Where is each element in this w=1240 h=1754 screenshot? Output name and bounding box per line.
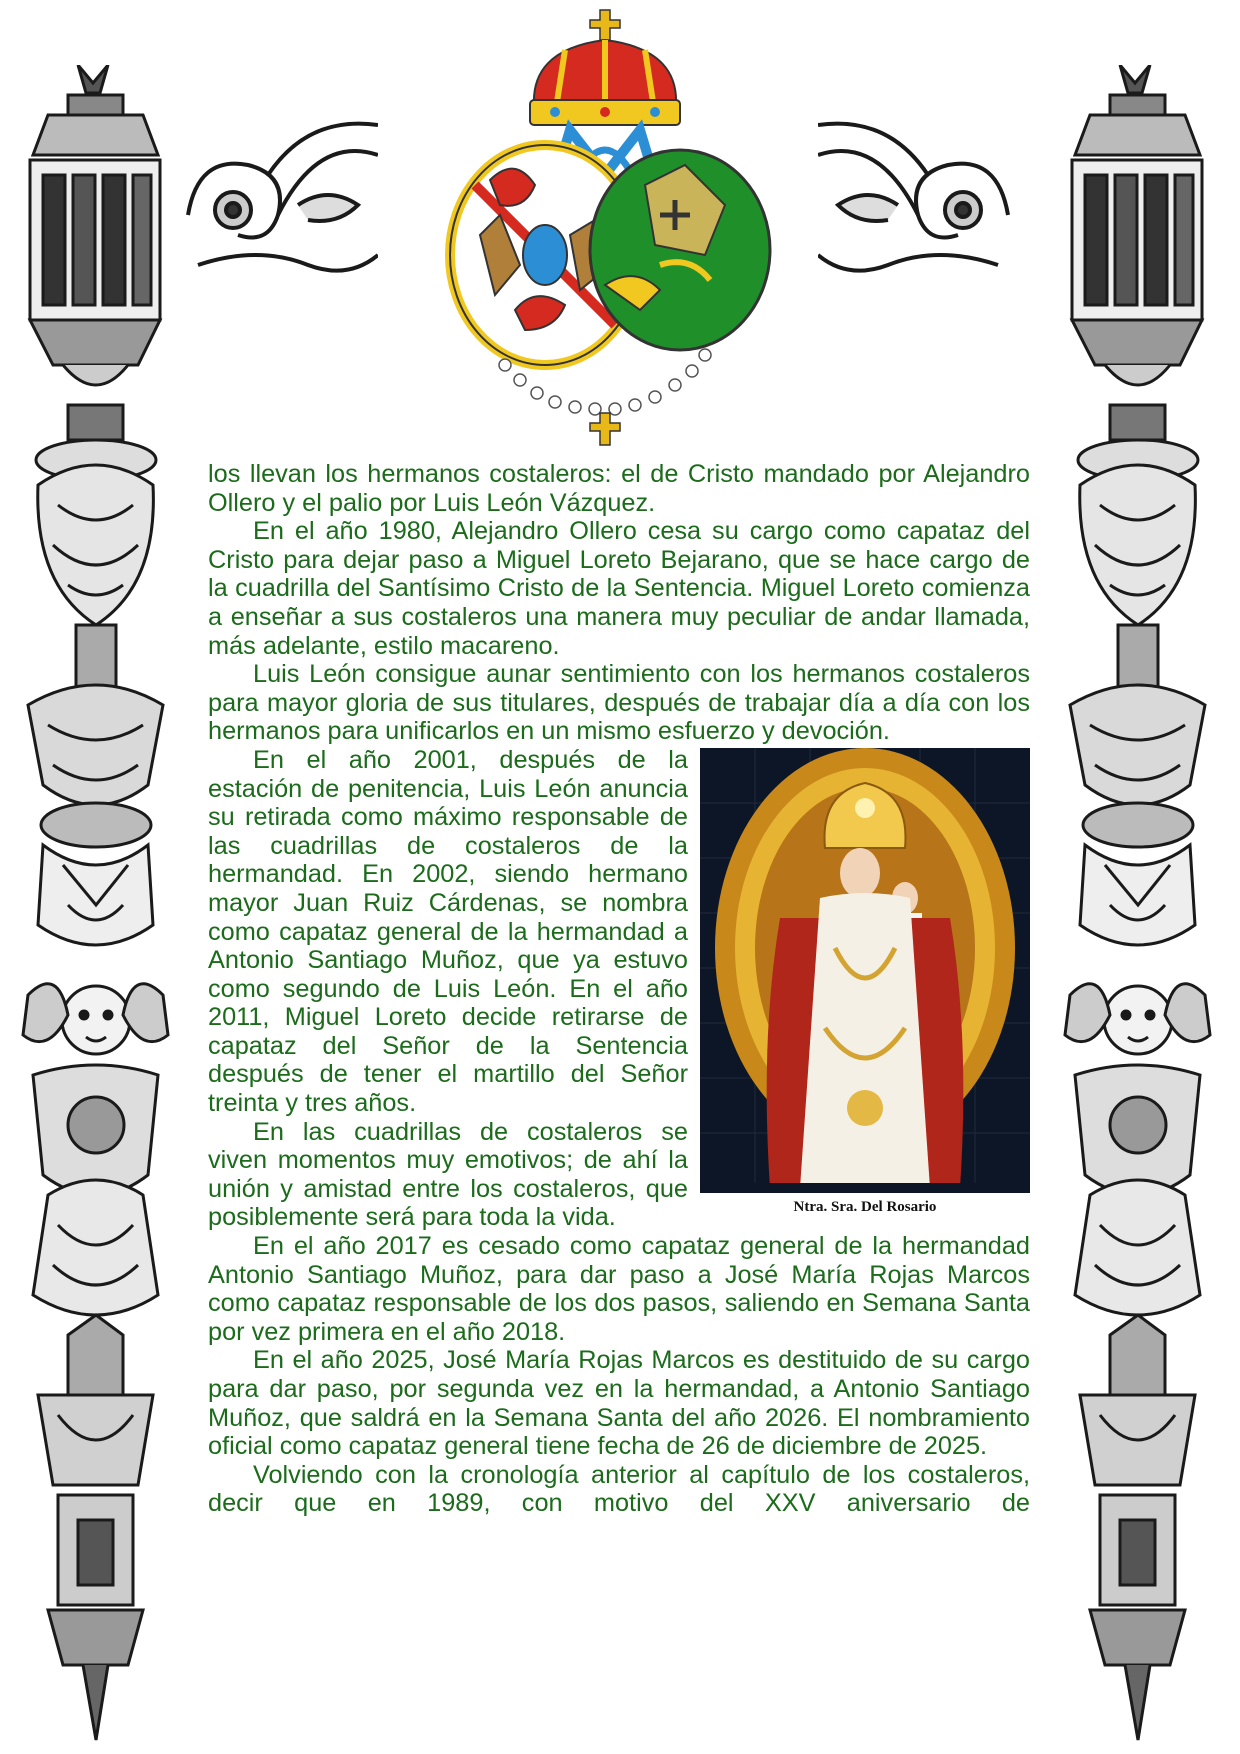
paragraph-5: En las cuadrillas de costaleros se viven momentos muy emotivos; de ahí la unión y amistad entre los costaleros, que posiblemente será para toda la vida. bbox=[208, 1117, 688, 1232]
paragraph-8: Volviendo con la cronología anterior al capítulo de los costaleros, decir que en 1989, con motivo del XXV aniversario de bbox=[208, 1460, 1030, 1518]
baroque-scroll-icon bbox=[818, 95, 1018, 285]
paragraph-3: Luis León consigue aunar sentimiento con los hermanos costaleros para mayor gloria de sus titulares, después de trabajar día a día con los hermanos para unificarlos en un mismo esfuerzo y devoción. bbox=[208, 660, 1030, 746]
paragraph-1: los llevan los hermanos costaleros: el de Cristo mandado por Alejandro Ollero y el palio por Luis León Vázquez. bbox=[208, 460, 1030, 517]
paragraph-4: En el año 2001, después de la estación de penitencia, Luis León anuncia su retirada como máximo responsable de las cuadrillas de costaleros de la hermandad. En 2002, siendo hermano mayor Juan Ruiz Cárdenas, se nombra como capataz general de la hermandad a Antonio Santiago Muñoz, que ya estuvo como segundo de Luis León. En el año 2011, Miguel Loreto decide retirarse de capataz del Señor de la Sentencia después de tener el martillo del Señor treinta y tres años. bbox=[208, 745, 688, 1118]
figure-caption: Ntra. Sra. Del Rosario bbox=[793, 1198, 937, 1215]
virgin-figure bbox=[700, 748, 1030, 1216]
baroque-scroll-icon bbox=[178, 95, 378, 285]
virgin-rosary-image bbox=[700, 748, 1030, 1193]
paragraph-2: En el año 1980, Alejandro Ollero cesa su cargo como capataz del Cristo para dejar paso a Miguel Loreto Bejarano, que se hace cargo de la cuadrilla del Santísimo Cristo de la Sentencia. Miguel Loreto comienza a enseñar a sus costaleros una manera muy peculiar de andar llamada, más adelante, estilo macareno. bbox=[208, 517, 1030, 660]
article-body bbox=[208, 460, 1030, 1518]
paragraph-7: En el año 2025, José María Rojas Marcos es destituido de su cargo para dar paso, por segunda vez en la hermandad, a Antonio Santiago Muñoz, que saldrá en la Semana Santa del año 2026. El nombramiento oficial como capataz general tiene fecha de 26 de diciembre de 2025. bbox=[208, 1346, 1030, 1461]
ornate-lantern-column-icon bbox=[1050, 65, 1225, 1745]
paragraph-6: En el año 2017 es cesado como capataz general de la hermandad Antonio Santiago Muñoz, para dar paso a José María Rojas Marcos como capataz responsable de los dos pasos, saliendo en Semana Santa por vez primera en el año 2018. bbox=[208, 1232, 1030, 1346]
ornate-lantern-column-icon bbox=[8, 65, 183, 1745]
brotherhood-crest-icon bbox=[405, 5, 805, 447]
